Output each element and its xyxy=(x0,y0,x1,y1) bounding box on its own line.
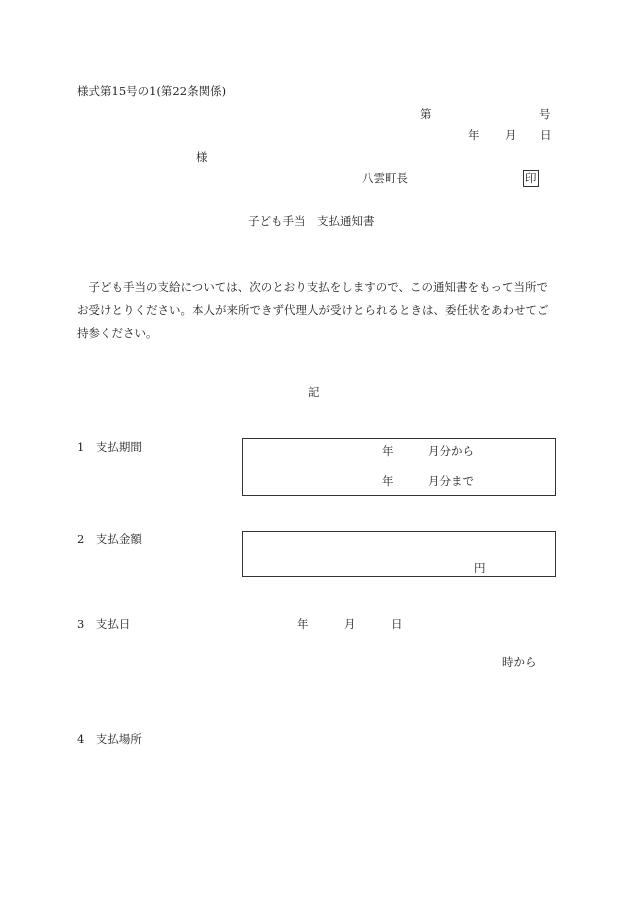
seal-mark: 印 xyxy=(525,171,537,185)
document-number-suffix: 号 xyxy=(539,107,551,121)
period-from-month: 月分から xyxy=(428,444,474,458)
ki-heading: 記 xyxy=(308,385,320,399)
amount-box xyxy=(242,531,556,577)
period-from-year: 年 xyxy=(382,444,394,458)
payment-time: 時から xyxy=(502,655,537,669)
amount-label: 2 支払金額 xyxy=(77,532,142,546)
issue-date-day: 日 xyxy=(540,128,552,142)
period-to-month: 月分まで xyxy=(428,474,474,488)
issuer-name: 八雲町長 xyxy=(362,171,408,185)
period-to-year: 年 xyxy=(382,474,394,488)
amount-unit: 円 xyxy=(474,561,486,575)
period-box xyxy=(242,438,556,496)
payment-date-label: 3 支払日 xyxy=(77,617,131,631)
form-number: 様式第15号の1(第22条関係) xyxy=(77,84,227,98)
payment-date-year: 年 xyxy=(297,617,309,631)
issue-date-month: 月 xyxy=(505,128,517,142)
payment-place-label: 4 支払場所 xyxy=(77,732,142,746)
period-label: 1 支払期間 xyxy=(77,440,142,454)
document-title: 子ども手当 支払通知書 xyxy=(248,214,375,228)
payment-date-month: 月 xyxy=(344,617,356,631)
addressee-suffix: 様 xyxy=(196,150,208,164)
notice-paragraph: 子ども手当の支給については、次のとおり支払をしますので、この通知書をもって当所でお受けとりください。本人が来所できず代理人が受けとられるときは、委任状をあわせてご持参ください。 xyxy=(77,280,549,340)
issue-date-year: 年 xyxy=(468,128,480,142)
payment-date-day: 日 xyxy=(391,617,403,631)
document-number-prefix: 第 xyxy=(420,107,432,121)
